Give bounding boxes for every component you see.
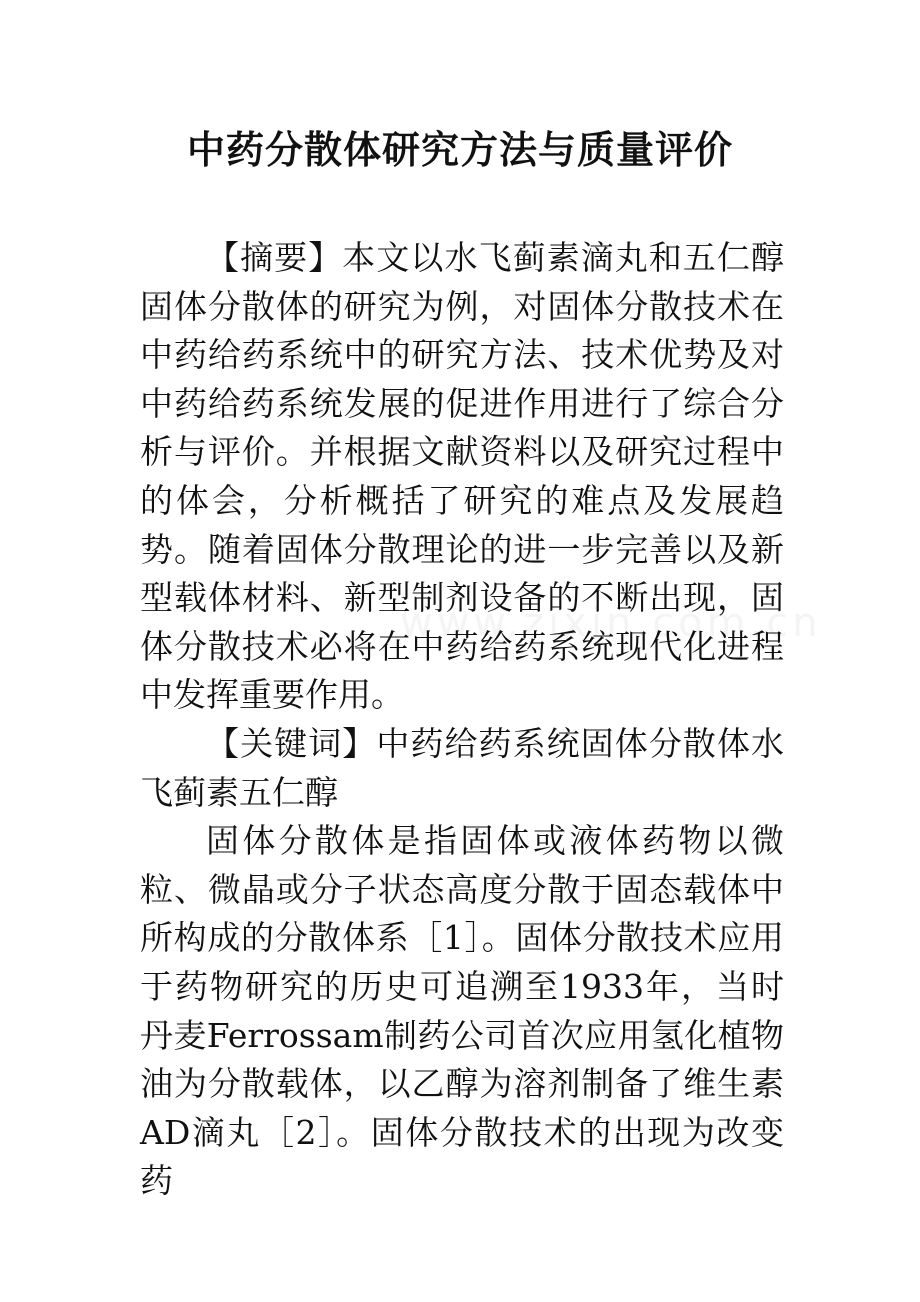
keywords-paragraph: 【关键词】中药给药系统固体分散体水飞蓟素五仁醇 <box>140 723 784 812</box>
document-title: 中药分散体研究方法与质量评价 <box>186 127 733 172</box>
body-paragraph: 固体分散体是指固体或液体药物以微粒、微晶或分子状态高度分散于固态载体中所构成的分散体系［1］。固体分散技术应用于药物研究的历史可追溯至1933年，当时丹麦Ferrossam制药公司首次应用氢化植物油为分散载体，以乙醇为溶剂制备了维生素AD滴丸［2］。固体分散技术的出现为改变药 <box>140 821 784 1201</box>
document-body <box>140 234 784 1206</box>
abstract-paragraph: 【摘要】本文以水飞蓟素滴丸和五仁醇固体分散体的研究为例，对固体分散技术在中药给药系统中的研究方法、技术优势及对中药给药系统发展的促进作用进行了综合分析与评价。并根据文献资料以及研究过程中的体会，分析概括了研究的难点及发展趋势。随着固体分散理论的进一步完善以及新型载体材料、新型制剂设备的不断出现，固体分散技术必将在中药给药系统现代化进程中发挥重要作用。 <box>140 238 784 715</box>
